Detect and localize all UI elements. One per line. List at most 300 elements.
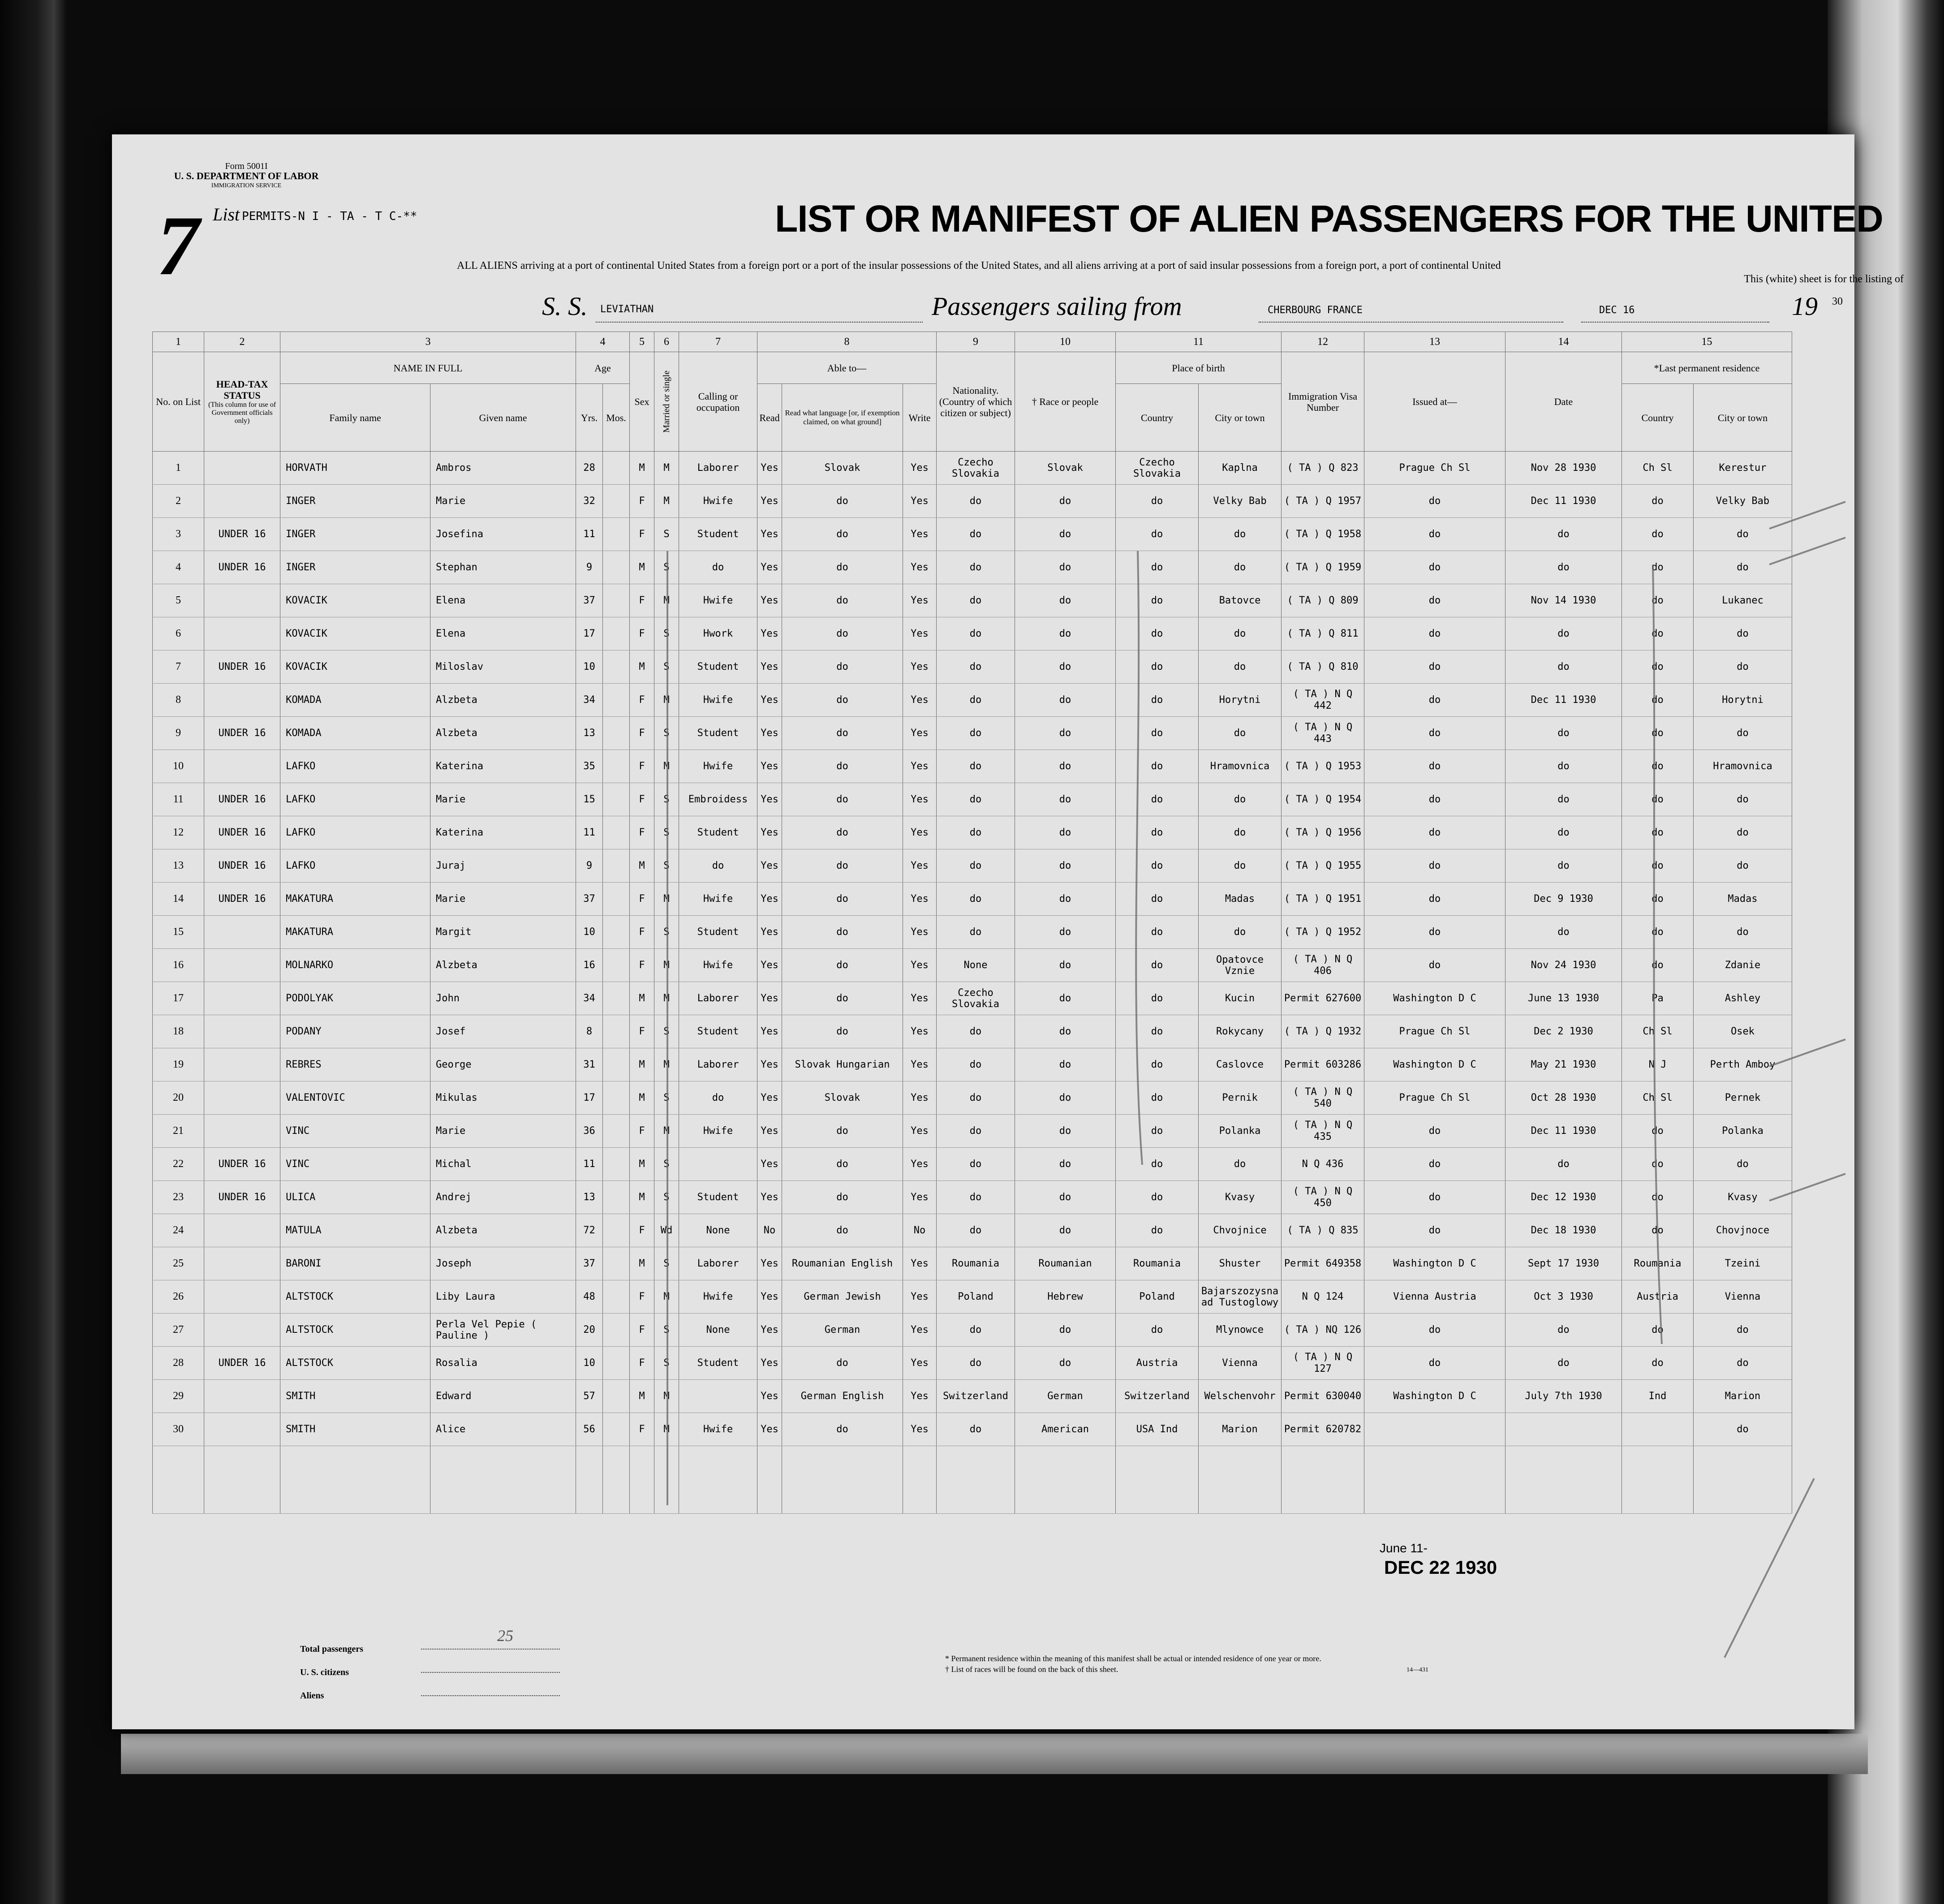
cell-bcountry: do — [1116, 1081, 1199, 1115]
cell-tax — [204, 684, 280, 717]
cell-read: Yes — [757, 617, 782, 650]
cell-yrs: 9 — [576, 849, 603, 883]
cell-read: Yes — [757, 551, 782, 584]
cell-rcountry: do — [1622, 1148, 1694, 1181]
cell-sex: F — [630, 1115, 654, 1148]
cell-tax: UNDER 16 — [204, 1347, 280, 1380]
cell-race: do — [1015, 1148, 1116, 1181]
cell-write: Yes — [903, 949, 937, 982]
ss-label: S. S. — [542, 292, 588, 321]
cell-visa: ( TA ) N Q 540 — [1282, 1081, 1364, 1115]
cell-family: HORVATH — [280, 452, 430, 485]
cell-read: Yes — [757, 849, 782, 883]
cell-bcity: Marion — [1199, 1413, 1282, 1446]
cell-issued: do — [1364, 949, 1505, 982]
cell-occ: Hwife — [679, 883, 757, 916]
cell-empty — [280, 1446, 430, 1514]
cell-race: do — [1015, 717, 1116, 750]
list-number: 7 — [157, 199, 199, 293]
cell-read: Yes — [757, 1048, 782, 1081]
cell-bcountry: do — [1116, 717, 1199, 750]
cell-write: Yes — [903, 650, 937, 684]
cell-read: Yes — [757, 1148, 782, 1181]
cell-lang: Slovak Hungarian — [782, 1048, 903, 1081]
cell-sex: M — [630, 1148, 654, 1181]
cell-yrs: 34 — [576, 684, 603, 717]
cell-mos — [603, 1380, 630, 1413]
cell-yrs: 17 — [576, 617, 603, 650]
cell-empty — [603, 1446, 630, 1514]
cell-write: Yes — [903, 982, 937, 1015]
cell-rcity: Kerestur — [1694, 452, 1792, 485]
cell-tax — [204, 1081, 280, 1115]
colnum-8: 8 — [757, 332, 937, 352]
cell-family: LAFKO — [280, 816, 430, 849]
cell-yrs: 31 — [576, 1048, 603, 1081]
cell-tax: UNDER 16 — [204, 717, 280, 750]
cell-nat: do — [937, 883, 1015, 916]
cell-read: Yes — [757, 1081, 782, 1115]
cell-issued: do — [1364, 849, 1505, 883]
cell-lang: Slovak — [782, 1081, 903, 1115]
cell-read: Yes — [757, 1314, 782, 1347]
cell-issued: do — [1364, 617, 1505, 650]
cell-no: 9 — [153, 717, 204, 750]
cell-tax: UNDER 16 — [204, 783, 280, 816]
header-head-tax-note: (This column for use of Government officials only) — [208, 401, 276, 425]
cell-family: ULICA — [280, 1181, 430, 1214]
cell-yrs: 20 — [576, 1314, 603, 1347]
sailing-label: Passengers sailing from — [932, 292, 1182, 321]
table-row — [153, 617, 1792, 650]
page-subtitle-note: This (white) sheet is for the listing of — [1744, 273, 1904, 285]
cell-nat: Czecho Slovakia — [937, 452, 1015, 485]
cell-bcountry: do — [1116, 684, 1199, 717]
cell-mos — [603, 816, 630, 849]
cell-race: American — [1015, 1413, 1116, 1446]
table-row — [153, 982, 1792, 1015]
cell-nat: do — [937, 1314, 1015, 1347]
department-name: U. S. DEPARTMENT OF LABOR — [174, 170, 319, 181]
cell-no: 2 — [153, 485, 204, 518]
cell-date: Nov 24 1930 — [1505, 949, 1622, 982]
port-name: CHERBOURG FRANCE — [1268, 305, 1363, 316]
cell-race: do — [1015, 1214, 1116, 1247]
cell-bcountry: Roumania — [1116, 1247, 1199, 1280]
cell-ms: S — [654, 617, 679, 650]
cell-nat: do — [937, 617, 1015, 650]
cell-bcountry: do — [1116, 551, 1199, 584]
cell-occ — [679, 1148, 757, 1181]
cell-issued: do — [1364, 816, 1505, 849]
cell-given: Miloslav — [430, 650, 576, 684]
cell-rcountry: do — [1622, 518, 1694, 551]
cell-issued: do — [1364, 1347, 1505, 1380]
cell-write: Yes — [903, 1115, 937, 1148]
cell-visa: ( TA ) Q 1957 — [1282, 485, 1364, 518]
cell-bcity: Polanka — [1199, 1115, 1282, 1148]
header-head-tax-title: HEAD-TAX STATUS — [216, 378, 268, 401]
cell-bcountry: do — [1116, 883, 1199, 916]
cell-mos — [603, 684, 630, 717]
cell-sex: M — [630, 452, 654, 485]
cell-visa: ( TA ) N Q 406 — [1282, 949, 1364, 982]
cell-date: Dec 11 1930 — [1505, 485, 1622, 518]
cell-nat: do — [937, 485, 1015, 518]
header-read-language: Read what language [or, if exemption claimed, on what ground] — [782, 384, 903, 452]
cell-race: do — [1015, 849, 1116, 883]
cell-bcity: Mlynowce — [1199, 1314, 1282, 1347]
cell-write: Yes — [903, 1314, 937, 1347]
passenger-rows — [153, 452, 1792, 1514]
cell-bcountry: do — [1116, 518, 1199, 551]
cell-yrs: 9 — [576, 551, 603, 584]
header-name-in-full: NAME IN FULL — [280, 352, 576, 384]
cell-read: Yes — [757, 1181, 782, 1214]
cell-rcity: do — [1694, 717, 1792, 750]
table-row — [153, 717, 1792, 750]
cell-rcity: do — [1694, 650, 1792, 684]
cell-sex: F — [630, 1280, 654, 1314]
cell-occ: Embroidess — [679, 783, 757, 816]
cell-family: INGER — [280, 485, 430, 518]
cell-ms: S — [654, 783, 679, 816]
cell-empty — [1622, 1446, 1694, 1514]
cell-nat: do — [937, 1115, 1015, 1148]
cell-yrs: 15 — [576, 783, 603, 816]
cell-race: German — [1015, 1380, 1116, 1413]
cell-tax: UNDER 16 — [204, 518, 280, 551]
cell-sex: F — [630, 617, 654, 650]
cell-rcity: Polanka — [1694, 1115, 1792, 1148]
cell-given: Andrej — [430, 1181, 576, 1214]
cell-bcountry: do — [1116, 750, 1199, 783]
cell-nat: Czecho Slovakia — [937, 982, 1015, 1015]
cell-date: Sept 17 1930 — [1505, 1247, 1622, 1280]
cell-visa: Permit 603286 — [1282, 1048, 1364, 1081]
cell-bcity: Batovce — [1199, 584, 1282, 617]
cell-mos — [603, 916, 630, 949]
header-race: † Race or people — [1015, 352, 1116, 452]
cell-read: Yes — [757, 1347, 782, 1380]
cell-mos — [603, 717, 630, 750]
cell-mos — [603, 1115, 630, 1148]
cell-race: do — [1015, 816, 1116, 849]
cell-empty — [1364, 1446, 1505, 1514]
cell-yrs: 8 — [576, 1015, 603, 1048]
cell-rcountry: Austria — [1622, 1280, 1694, 1314]
year-prefix: 19 — [1792, 292, 1818, 321]
header-country: Country — [1116, 384, 1199, 452]
cell-write: Yes — [903, 717, 937, 750]
cell-race: do — [1015, 1048, 1116, 1081]
cell-family: PODANY — [280, 1015, 430, 1048]
header-family-name: Family name — [280, 384, 430, 452]
cell-ms: S — [654, 849, 679, 883]
cell-empty — [576, 1446, 603, 1514]
cell-ms: S — [654, 650, 679, 684]
cell-nat: Roumania — [937, 1247, 1015, 1280]
cell-mos — [603, 883, 630, 916]
cell-yrs: 10 — [576, 1347, 603, 1380]
colnum-7: 7 — [679, 332, 757, 352]
cell-rcountry: do — [1622, 584, 1694, 617]
cell-family: VINC — [280, 1148, 430, 1181]
table-row — [153, 1015, 1792, 1048]
cell-bcountry: Poland — [1116, 1280, 1199, 1314]
cell-lang: do — [782, 1148, 903, 1181]
cell-lang: do — [782, 1413, 903, 1446]
cell-no: 28 — [153, 1347, 204, 1380]
cell-date: Oct 3 1930 — [1505, 1280, 1622, 1314]
cell-sex: M — [630, 650, 654, 684]
cell-rcity: do — [1694, 1347, 1792, 1380]
cell-race: do — [1015, 982, 1116, 1015]
cell-occ: Hwork — [679, 617, 757, 650]
cell-date: Nov 14 1930 — [1505, 584, 1622, 617]
cell-race: do — [1015, 485, 1116, 518]
cell-rcity: Hramovnica — [1694, 750, 1792, 783]
total-passengers-label: Total passengers — [300, 1644, 363, 1654]
cell-write: Yes — [903, 1181, 937, 1214]
colnum-6: 6 — [654, 332, 679, 352]
cell-rcountry: Ind — [1622, 1380, 1694, 1413]
cell-bcity: Opatovce Vznie — [1199, 949, 1282, 982]
cell-family: INGER — [280, 551, 430, 584]
table-row — [153, 783, 1792, 816]
cell-nat: do — [937, 1081, 1015, 1115]
cell-yrs: 13 — [576, 1181, 603, 1214]
cell-sex: M — [630, 1048, 654, 1081]
cell-mos — [603, 551, 630, 584]
footnote-races: † List of races will be found on the back of this sheet. — [945, 1665, 1118, 1674]
cell-nat: do — [937, 783, 1015, 816]
table-row — [153, 1347, 1792, 1380]
cell-given: Katerina — [430, 816, 576, 849]
cell-mos — [603, 1214, 630, 1247]
cell-empty — [1015, 1446, 1116, 1514]
cell-read: Yes — [757, 684, 782, 717]
cell-yrs: 37 — [576, 883, 603, 916]
cell-lang: do — [782, 982, 903, 1015]
cell-occ: Hwife — [679, 684, 757, 717]
cell-empty — [1505, 1446, 1622, 1514]
cell-bcountry: do — [1116, 816, 1199, 849]
cell-read: Yes — [757, 1280, 782, 1314]
cell-date: do — [1505, 617, 1622, 650]
cell-race: do — [1015, 1015, 1116, 1048]
cell-tax: UNDER 16 — [204, 816, 280, 849]
cell-ms: S — [654, 518, 679, 551]
cell-ms: S — [654, 717, 679, 750]
cell-date: Dec 18 1930 — [1505, 1214, 1622, 1247]
header-sex: Sex — [630, 352, 654, 452]
cell-read: Yes — [757, 650, 782, 684]
table-row — [153, 1148, 1792, 1181]
cell-mos — [603, 617, 630, 650]
cell-visa: ( TA ) Q 1932 — [1282, 1015, 1364, 1048]
cell-ms: M — [654, 1115, 679, 1148]
cell-rcountry: do — [1622, 816, 1694, 849]
port-underline — [1259, 322, 1563, 323]
cell-ms: S — [654, 1247, 679, 1280]
cell-family: MAKATURA — [280, 916, 430, 949]
cell-no: 20 — [153, 1081, 204, 1115]
cell-given: Liby Laura — [430, 1280, 576, 1314]
cell-no: 17 — [153, 982, 204, 1015]
cell-yrs: 10 — [576, 916, 603, 949]
cell-visa: ( TA ) N Q 127 — [1282, 1347, 1364, 1380]
cell-sex: F — [630, 485, 654, 518]
cell-bcountry: do — [1116, 949, 1199, 982]
cell-ms: M — [654, 1048, 679, 1081]
cell-date: do — [1505, 1347, 1622, 1380]
cell-read: Yes — [757, 1247, 782, 1280]
cell-visa: ( TA ) Q 835 — [1282, 1214, 1364, 1247]
cell-visa: ( TA ) N Q 450 — [1282, 1181, 1364, 1214]
table-row — [153, 1413, 1792, 1446]
table-row — [153, 1115, 1792, 1148]
cell-read: Yes — [757, 1115, 782, 1148]
cell-read: Yes — [757, 717, 782, 750]
cell-given: Michal — [430, 1148, 576, 1181]
cell-no: 22 — [153, 1148, 204, 1181]
cell-family: KOMADA — [280, 717, 430, 750]
cell-rcity: Kvasy — [1694, 1181, 1792, 1214]
cell-occ: Laborer — [679, 1247, 757, 1280]
cell-race: do — [1015, 949, 1116, 982]
cell-race: do — [1015, 584, 1116, 617]
cell-issued: do — [1364, 1115, 1505, 1148]
cell-ms: S — [654, 551, 679, 584]
cell-rcountry: N J — [1622, 1048, 1694, 1081]
colnum-13: 13 — [1364, 332, 1505, 352]
table-row — [153, 750, 1792, 783]
cell-issued: do — [1364, 916, 1505, 949]
header-head-tax — [204, 352, 280, 452]
table-row — [153, 1181, 1792, 1214]
cell-sex: M — [630, 1181, 654, 1214]
cell-sex: F — [630, 1413, 654, 1446]
cell-yrs: 37 — [576, 1247, 603, 1280]
cell-no: 4 — [153, 551, 204, 584]
cell-read: Yes — [757, 816, 782, 849]
cell-date: do — [1505, 816, 1622, 849]
cell-race: do — [1015, 1115, 1116, 1148]
cell-tax — [204, 982, 280, 1015]
cell-read: Yes — [757, 916, 782, 949]
cell-lang: German — [782, 1314, 903, 1347]
ship-name: LEVIATHAN — [600, 304, 654, 315]
cell-ms: S — [654, 1015, 679, 1048]
cell-ms: M — [654, 485, 679, 518]
cell-sex: M — [630, 1081, 654, 1115]
cell-given: Alzbeta — [430, 684, 576, 717]
cell-write: Yes — [903, 750, 937, 783]
cell-issued: do — [1364, 1148, 1505, 1181]
cell-no: 3 — [153, 518, 204, 551]
cell-lang: do — [782, 849, 903, 883]
cell-occ: Student — [679, 1347, 757, 1380]
cell-write: Yes — [903, 551, 937, 584]
cell-ms: S — [654, 1347, 679, 1380]
cell-lang: do — [782, 584, 903, 617]
cell-no: 23 — [153, 1181, 204, 1214]
table-row — [153, 916, 1792, 949]
cell-date: do — [1505, 916, 1622, 949]
cell-read: Yes — [757, 1380, 782, 1413]
cell-yrs: 11 — [576, 518, 603, 551]
cell-visa: ( TA ) N Q 435 — [1282, 1115, 1364, 1148]
cell-bcity: Chvojnice — [1199, 1214, 1282, 1247]
cell-occ: Student — [679, 1181, 757, 1214]
cell-read: Yes — [757, 1413, 782, 1446]
cell-yrs: 34 — [576, 982, 603, 1015]
cell-bcity: Kaplna — [1199, 452, 1282, 485]
cell-rcountry: do — [1622, 916, 1694, 949]
cell-date: Dec 11 1930 — [1505, 1115, 1622, 1148]
cell-write: Yes — [903, 1280, 937, 1314]
cell-given: Elena — [430, 584, 576, 617]
cell-date: Oct 28 1930 — [1505, 1081, 1622, 1115]
cell-occ: Hwife — [679, 949, 757, 982]
cell-issued: Washington D C — [1364, 1380, 1505, 1413]
cell-occ: Hwife — [679, 1280, 757, 1314]
cell-ms: M — [654, 883, 679, 916]
cell-sex: M — [630, 1247, 654, 1280]
cell-given: Alzbeta — [430, 949, 576, 982]
cell-nat: do — [937, 849, 1015, 883]
cell-family: PODOLYAK — [280, 982, 430, 1015]
cell-given: Alice — [430, 1413, 576, 1446]
cell-date: May 21 1930 — [1505, 1048, 1622, 1081]
table-row — [153, 684, 1792, 717]
cell-write: Yes — [903, 518, 937, 551]
cell-bcountry: do — [1116, 485, 1199, 518]
cell-empty — [679, 1446, 757, 1514]
cell-issued: do — [1364, 485, 1505, 518]
cell-family: ALTSTOCK — [280, 1280, 430, 1314]
cell-rcity: do — [1694, 617, 1792, 650]
cell-given: Marie — [430, 1115, 576, 1148]
cell-given: Perla Vel Pepie ( Pauline ) — [430, 1314, 576, 1347]
cell-bcountry: do — [1116, 584, 1199, 617]
cell-lang: do — [782, 650, 903, 684]
cell-race: Roumanian — [1015, 1247, 1116, 1280]
cell-date: do — [1505, 783, 1622, 816]
cell-rcountry — [1622, 1413, 1694, 1446]
cell-tax — [204, 1015, 280, 1048]
cell-rcountry: do — [1622, 684, 1694, 717]
cell-given: Edward — [430, 1380, 576, 1413]
cell-mos — [603, 485, 630, 518]
cell-bcity: do — [1199, 717, 1282, 750]
cell-race: do — [1015, 1314, 1116, 1347]
cell-sex: F — [630, 1015, 654, 1048]
table-row — [153, 849, 1792, 883]
aliens-label: Aliens — [300, 1691, 324, 1701]
cell-bcountry: do — [1116, 650, 1199, 684]
cell-no: 21 — [153, 1115, 204, 1148]
list-value: PERMITS-N I - TA - T C-** — [242, 210, 417, 223]
cell-lang: do — [782, 1214, 903, 1247]
cell-rcity: do — [1694, 849, 1792, 883]
cell-yrs: 16 — [576, 949, 603, 982]
cell-family: LAFKO — [280, 783, 430, 816]
cell-bcity: Caslovce — [1199, 1048, 1282, 1081]
cell-write: Yes — [903, 1015, 937, 1048]
table-row — [153, 551, 1792, 584]
